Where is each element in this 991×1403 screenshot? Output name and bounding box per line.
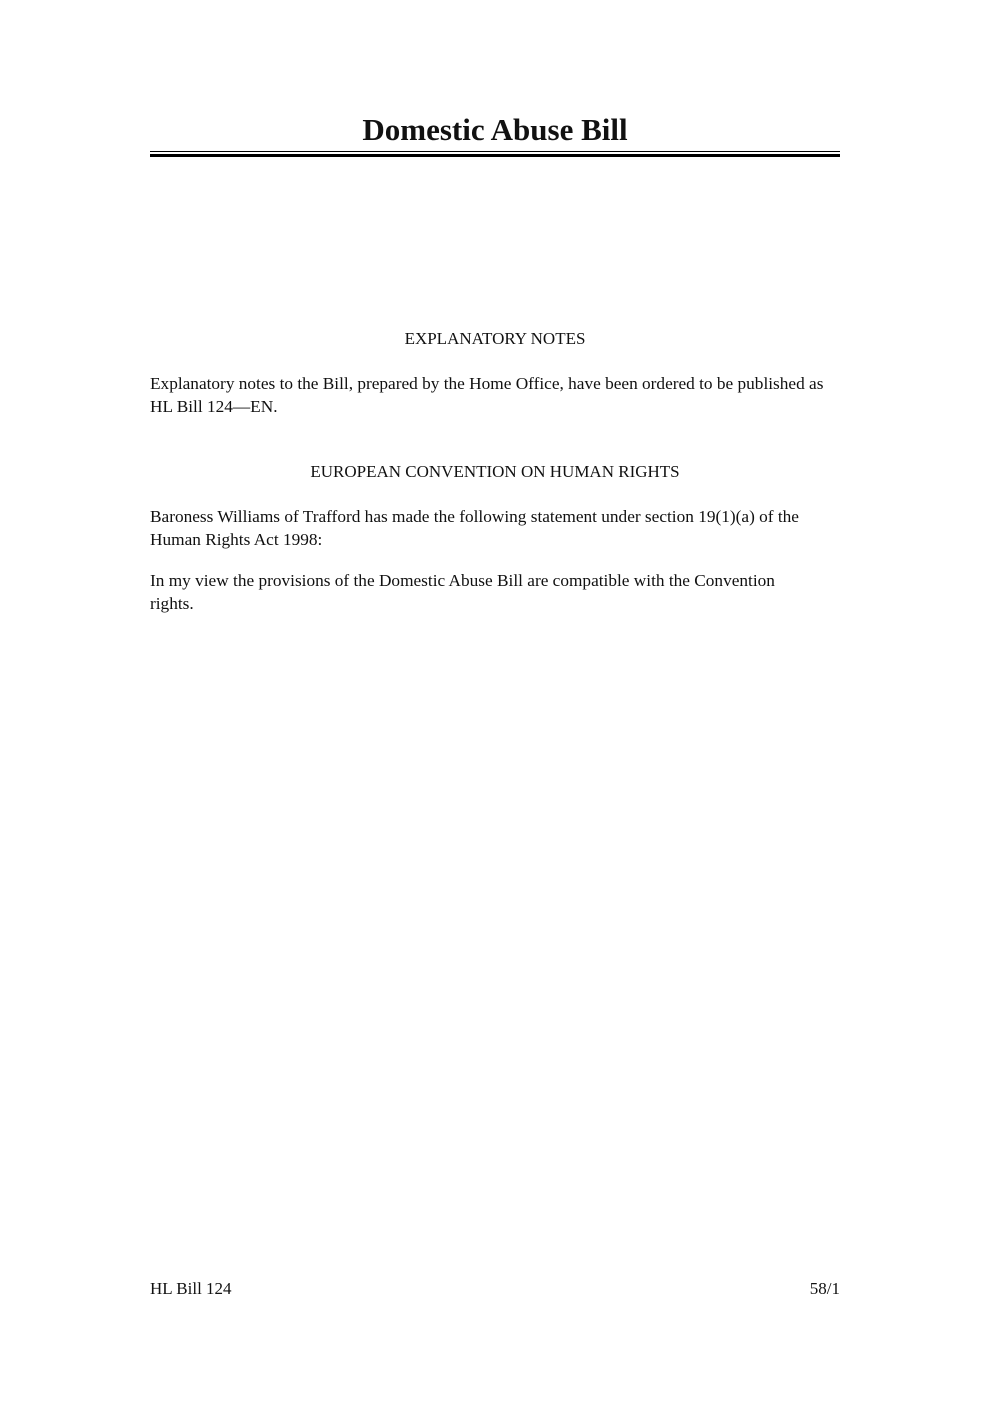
- echr-heading: EUROPEAN CONVENTION ON HUMAN RIGHTS: [310, 462, 680, 481]
- echr-statement-intro: Baroness Williams of Trafford has made the following statement under section 19(1)(a) of the Human Rights Act 1998:: [150, 507, 799, 549]
- explanatory-notes-heading: EXPLANATORY NOTES: [404, 329, 586, 348]
- explanatory-notes-text: Explanatory notes to the Bill, prepared by the Home Office, have been ordered to be published as HL Bill 124—EN.: [150, 374, 824, 416]
- footer-page-ref: 58/1: [809, 1279, 840, 1298]
- title-rule-thick: [150, 154, 840, 157]
- footer-bill-number: HL Bill 124: [150, 1279, 232, 1298]
- echr-statement: In my view the provisions of the Domestic Abuse Bill are compatible with the Convention rights.: [150, 571, 775, 613]
- document-title: Domestic Abuse Bill: [362, 112, 628, 147]
- title-rule-thin: [150, 151, 840, 152]
